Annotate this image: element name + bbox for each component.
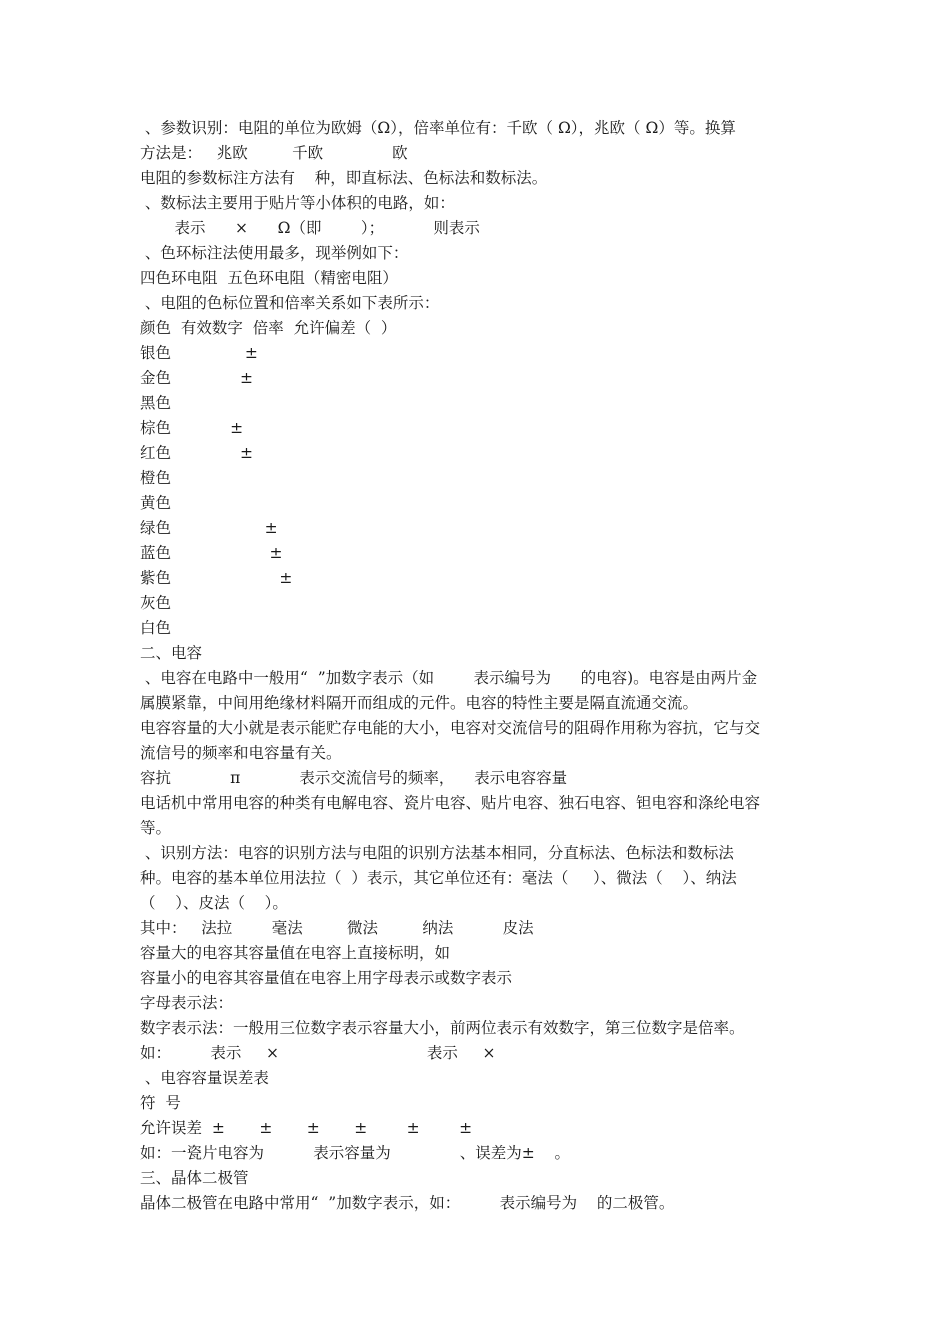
text-line: 字母表示法： xyxy=(140,994,234,1012)
color-table-row: 金色 ± xyxy=(140,369,253,387)
text-line: 表示 × Ω（即 ）； 则表示 xyxy=(140,219,480,237)
text-line: 其中： 法拉 毫法 微法 纳法 皮法 xyxy=(140,919,534,937)
text-line: 晶体二极管在电路中常用“ ”加数字表示，如： 表示编号为 的二极管。 xyxy=(140,1194,675,1212)
text-line: 属膜紧靠，中间用绝缘材料隔开而组成的元件。电容的特性主要是隔直流通交流。 xyxy=(140,694,699,712)
text-line: （ ）、皮法（ ）。 xyxy=(140,894,288,912)
text-line: 电话机中常用电容的种类有电解电容、瓷片电容、贴片电容、独石电容、钽电容和涤纶电容 xyxy=(140,794,761,812)
text-line: 数字表示法：一般用三位数字表示容量大小，前两位表示有效数字，第三位数字是倍率。 xyxy=(140,1019,745,1037)
tolerance-table-row: 允许误差 ± ± ± ± ± ± xyxy=(140,1119,473,1137)
text-line: 如：一瓷片电容为 表示容量为 、误差为± 。 xyxy=(140,1144,570,1162)
text-line: 如： 表示 × 表示 × xyxy=(140,1044,496,1062)
text-line: 、电阻的色标位置和倍率关系如下表所示： xyxy=(140,294,440,312)
text-line: 、电容容量误差表 xyxy=(140,1069,269,1087)
color-table-row: 白色 xyxy=(140,619,172,637)
text-line: 容抗 π 表示交流信号的频率， 表示电容容量 xyxy=(140,769,568,787)
color-table-row: 橙色 xyxy=(140,469,172,487)
text-line: 、电容在电路中一般用“ ”加数字表示（如 表示编号为 的电容)。电容是由两片金 xyxy=(140,669,758,687)
text-line: 电容容量的大小就是表示能贮存电能的大小，电容对交流信号的阻碍作用称为容抗，它与交 xyxy=(140,719,761,737)
text-line: 容量小的电容其容量值在电容上用字母表示或数字表示 xyxy=(140,969,513,987)
text-line: 等。 xyxy=(140,819,172,837)
color-table-row: 棕色 ± xyxy=(140,419,244,437)
tolerance-table-header: 符 号 xyxy=(140,1094,181,1112)
text-line: 、识别方法：电容的识别方法与电阻的识别方法基本相同，分直标法、色标法和数标法 xyxy=(140,844,734,862)
color-table-row: 绿色 ± xyxy=(140,519,278,537)
text-line: 四色环电阻 五色环电阻（精密电阻） xyxy=(140,269,398,287)
text-line: 种。电容的基本单位用法拉（ ）表示，其它单位还有：毫法（ ）、微法（ ）、纳法 xyxy=(140,869,737,887)
text-line: 电阻的参数标注方法有 种，即直标法、色标法和数标法。 xyxy=(140,169,548,187)
section-heading: 二、电容 xyxy=(140,644,203,662)
color-table-header: 颜色 有效数字 倍率 允许偏差（ ） xyxy=(140,319,397,337)
color-table-row: 黄色 xyxy=(140,494,172,512)
section-heading: 三、晶体二极管 xyxy=(140,1169,249,1187)
color-table-row: 红色 ± xyxy=(140,444,253,462)
text-line: 方法是： 兆欧 千欧 欧 xyxy=(140,144,408,162)
text-line: 、数标法主要用于贴片等小体积的电路，如： xyxy=(140,194,455,212)
color-table-row: 蓝色 ± xyxy=(140,544,283,562)
color-table-row: 紫色 ± xyxy=(140,569,293,587)
text-line: 、参数识别：电阻的单位为欧姆（Ω），倍率单位有：千欧（ Ω），兆欧（ Ω）等。换算 xyxy=(140,119,736,137)
color-table-row: 银色 ± xyxy=(140,344,258,362)
color-table-row: 黑色 xyxy=(140,394,172,412)
text-line: 、色环标注法使用最多，现举例如下： xyxy=(140,244,409,262)
color-table-row: 灰色 xyxy=(140,594,172,612)
text-line: 容量大的电容其容量值在电容上直接标明，如 xyxy=(140,944,451,962)
text-line: 流信号的频率和电容量有关。 xyxy=(140,744,342,762)
